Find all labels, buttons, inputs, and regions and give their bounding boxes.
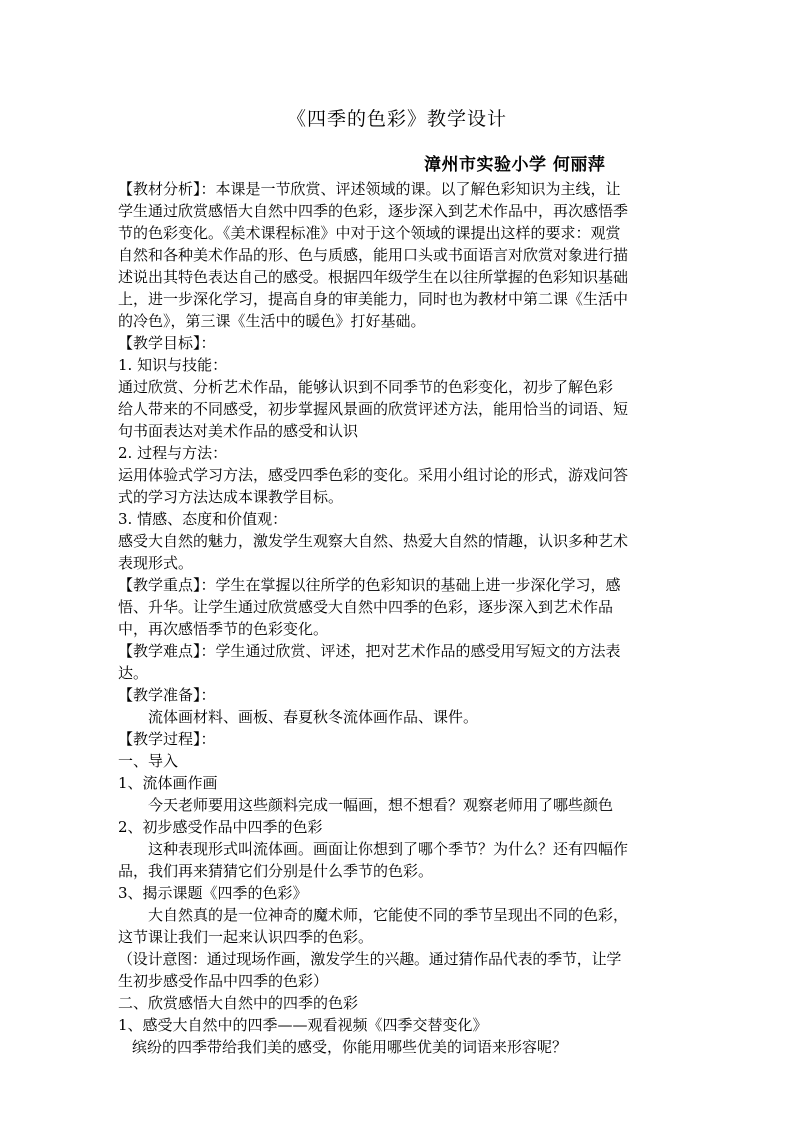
paragraph-line: 自然和各种美术作品的形、色与质感，能用口头或书面语言对欣赏对象进行描 xyxy=(118,246,629,264)
paragraph-line: 悟、升华。让学生通过欣赏感受大自然中四季的色彩，逐步深入到艺术作品 xyxy=(118,598,614,616)
paragraph-line: 流体画材料、画板、春夏秋冬流体画作品、课件。 xyxy=(148,708,479,726)
subsection-heading: 1. 知识与技能： xyxy=(118,356,228,374)
paragraph-line: 运用体验式学习方法，感受四季色彩的变化。采用小组讨论的形式，游戏问答 xyxy=(118,466,629,484)
subsection-heading: 2. 过程与方法： xyxy=(118,444,228,462)
paragraph-line: 述说出其特色表达自己的感受。根据四年级学生在以往所掌握的色彩知识基础 xyxy=(118,268,629,286)
paragraph-line: 今天老师要用这些颜料完成一幅画，想不想看？观察老师用了哪些颜色 xyxy=(148,796,614,814)
author-line: 漳州市实验小学 何丽萍 xyxy=(424,155,606,175)
paragraph-line: 中，再次感悟季节的色彩变化。 xyxy=(118,620,329,638)
section-heading: 【教学目标】： xyxy=(118,334,216,352)
paragraph-line: 大自然真的是一位神奇的魔术师，它能使不同的季节呈现出不同的色彩， xyxy=(148,906,629,924)
paragraph-line: 学生通过欣赏感悟大自然中四季的色彩，逐步深入到艺术作品中，再次感悟季 xyxy=(118,202,629,220)
subsection-heading: 二、欣赏感悟大自然中的四季的色彩 xyxy=(118,994,359,1012)
paragraph-line: 【教学重点】：学生在掌握以往所学的色彩知识的基础上进一步深化学习，感 xyxy=(118,576,621,594)
paragraph-line: 式的学习方法达成本课教学目标。 xyxy=(118,488,344,506)
subsection-heading: 3. 情感、态度和价值观： xyxy=(118,510,288,528)
paragraph-line: 【教学难点】：学生通过欣赏、评述，把对艺术作品的感受用写短文的方法表 xyxy=(118,642,621,660)
section-heading: 【教学准备】： xyxy=(118,686,216,704)
paragraph-line: 通过欣赏、分析艺术作品，能够认识到不同季节的色彩变化，初步了解色彩 xyxy=(118,378,614,396)
paragraph-line: 上，进一步深化学习，提高自身的审美能力，同时也为教材中第二课《生活中 xyxy=(118,290,629,308)
paragraph-line: 品，我们再来猜猜它们分别是什么季节的色彩。 xyxy=(118,862,434,880)
paragraph-line: 达。 xyxy=(118,664,149,682)
paragraph-line: 节的色彩变化。《美术课程标准》中对于这个领域的课提出这样的要求：观赏 xyxy=(118,224,621,242)
paragraph-line: 感受大自然的魅力，激发学生观察大自然、热爱大自然的情趣，认识多种艺术 xyxy=(118,532,629,550)
paragraph-line: 表现形式。 xyxy=(118,554,194,572)
paragraph-line: 句书面表达对美术作品的感受和认识 xyxy=(118,422,359,440)
paragraph-line: 这种表现形式叫流体画。画面让你想到了哪个季节？为什么？还有四幅作 xyxy=(148,840,629,858)
subsection-heading: 1、感受大自然中的四季——观看视频《四季交替变化》 xyxy=(118,1016,488,1034)
paragraph-line: 缤纷的四季带给我们美的感受，你能用哪些优美的词语来形容呢？ xyxy=(132,1038,568,1056)
document-title: 《四季的色彩》教学设计 xyxy=(286,108,507,130)
paragraph-line: 的冷色》，第三课《生活中的暖色》打好基础。 xyxy=(118,312,426,330)
subsection-heading: 2、初步感受作品中四季的色彩 xyxy=(118,818,323,836)
subsection-heading: 3、揭示课题《四季的色彩》 xyxy=(118,884,308,902)
subsection-heading: 1、流体画作画 xyxy=(118,774,218,792)
section-heading: 【教学过程】： xyxy=(118,730,216,748)
paragraph-line: （设计意图：通过现场作画，激发学生的兴趣。通过猜作品代表的季节，让学 xyxy=(118,950,622,968)
paragraph-line: 给人带来的不同感受，初步掌握风景画的欣赏评述方法，能用恰当的词语、短 xyxy=(118,400,629,418)
subsection-heading: 一、导入 xyxy=(118,752,179,770)
document-body xyxy=(118,178,678,1058)
paragraph-line: 这节课让我们一起来认识四季的色彩。 xyxy=(118,928,374,946)
paragraph-line: 【教材分析】：本课是一节欣赏、评述领域的课。以了解色彩知识为主线，让 xyxy=(118,180,621,198)
paragraph-line: 生初步感受作品中四季的色彩） xyxy=(118,972,329,990)
